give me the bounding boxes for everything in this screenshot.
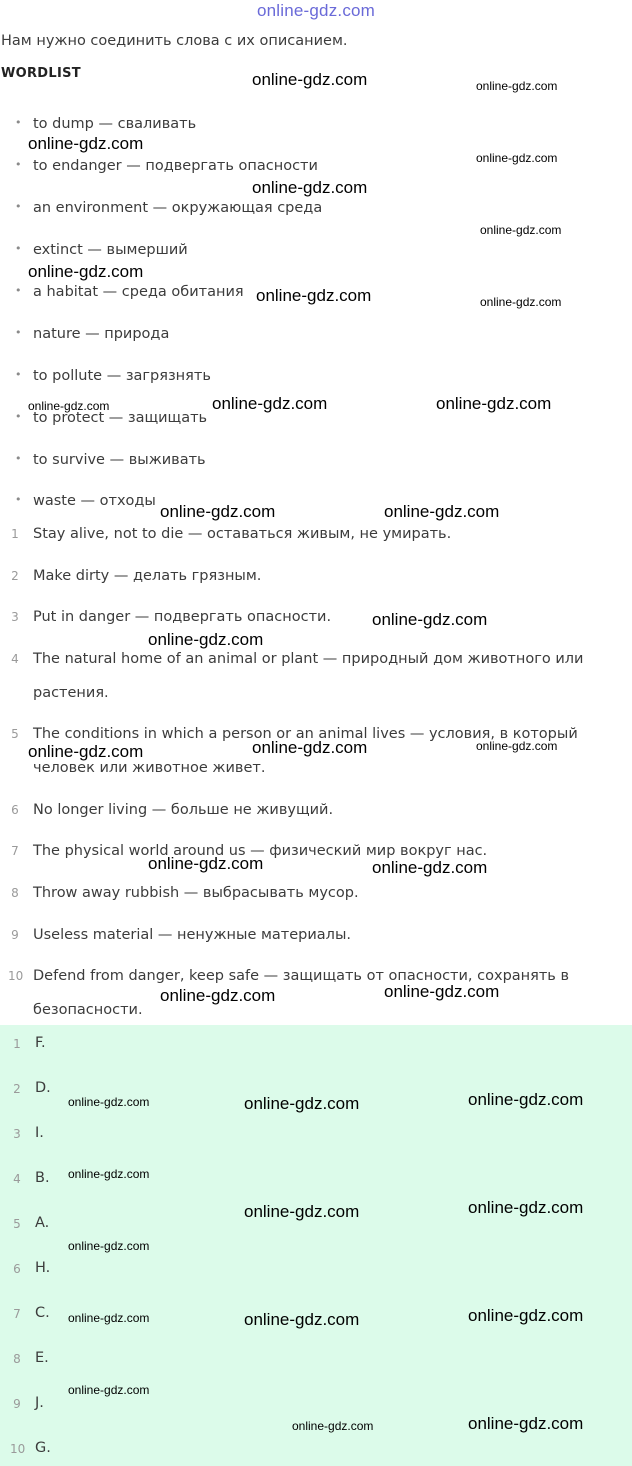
- definition-text: Defend from danger, keep safe — защищать от опасности, сохранять в безопасности.: [33, 968, 570, 1018]
- watermark: online-gdz.com: [160, 502, 276, 521]
- watermark: online-gdz.com: [148, 854, 264, 873]
- watermark: online-gdz.com: [28, 399, 110, 413]
- watermark: online-gdz.com: [468, 1414, 584, 1433]
- wordlist-item-text: an environment — окружающая среда: [33, 200, 323, 216]
- answer-number: 4: [13, 1172, 21, 1186]
- answer-text: E.: [35, 1350, 49, 1366]
- bullet-icon: •: [15, 368, 22, 381]
- wordlist-item: [15, 326, 169, 342]
- wordlist-item: [15, 493, 156, 509]
- definition-number: 8: [11, 886, 19, 900]
- definition-text: Stay alive, not to die — оставаться живым, не умирать.: [33, 526, 452, 542]
- definition-number: 3: [11, 610, 19, 624]
- watermark: online-gdz.com: [372, 610, 488, 629]
- definition-text: Throw away rubbish — выбрасывать мусор.: [33, 885, 359, 901]
- watermark: online-gdz.com: [476, 151, 558, 165]
- bullet-icon: •: [15, 116, 22, 129]
- definition-text: The natural home of an animal or plant — природный дом животного или растения.: [33, 651, 584, 701]
- watermark: online-gdz.com: [468, 1306, 584, 1325]
- bullet-icon: •: [15, 493, 22, 506]
- wordlist-item: [15, 368, 211, 384]
- watermark: online-gdz.com: [468, 1198, 584, 1217]
- definition-text: Useless material — ненужные материалы.: [33, 927, 352, 943]
- answer-number: 9: [13, 1397, 21, 1411]
- definition-number: 7: [11, 844, 19, 858]
- wordlist-item-text: to survive — выживать: [33, 452, 206, 468]
- definition-number: 1: [11, 527, 19, 541]
- watermark: online-gdz.com: [148, 630, 264, 649]
- wordlist-title: WORDLIST: [1, 66, 81, 81]
- wordlist-item-text: to pollute — загрязнять: [33, 368, 211, 384]
- watermark: online-gdz.com: [436, 394, 552, 413]
- answer-text: H.: [35, 1260, 51, 1276]
- answer-text: F.: [35, 1035, 46, 1051]
- answer-text: B.: [35, 1170, 50, 1186]
- watermark: online-gdz.com: [476, 739, 558, 753]
- watermark: online-gdz.com: [372, 858, 488, 877]
- wordlist-item-text: to protect — защищать: [33, 410, 208, 426]
- wordlist-item: [15, 452, 206, 468]
- watermark: online-gdz.com: [256, 286, 372, 305]
- watermark: online-gdz.com: [480, 295, 562, 309]
- answer-number: 7: [13, 1307, 21, 1321]
- watermark: online-gdz.com: [28, 742, 144, 761]
- definition-text: Put in danger — подвергать опасности.: [33, 609, 332, 625]
- answer-text: G.: [35, 1440, 51, 1456]
- wordlist-item: [15, 284, 244, 300]
- answer-number: 8: [13, 1352, 21, 1366]
- bullet-icon: •: [15, 326, 22, 339]
- answer-text: A.: [35, 1215, 50, 1231]
- watermark: online-gdz.com: [244, 1094, 360, 1113]
- watermark: online-gdz.com: [212, 394, 328, 413]
- bullet-icon: •: [15, 158, 22, 171]
- wordlist-item-text: waste — отходы: [33, 493, 156, 509]
- watermark: online-gdz.com: [68, 1311, 150, 1325]
- watermark: online-gdz.com: [384, 502, 500, 521]
- watermark: online-gdz.com: [292, 1419, 374, 1433]
- watermark: online-gdz.com: [244, 1310, 360, 1329]
- answer-number: 6: [13, 1262, 21, 1276]
- answer-text: I.: [35, 1125, 44, 1141]
- answer-number: 10: [10, 1442, 26, 1456]
- watermark: online-gdz.com: [244, 1202, 360, 1221]
- wordlist-item-text: a habitat — среда обитания: [33, 284, 244, 300]
- definition-number: 9: [11, 928, 19, 942]
- wordlist-item-text: to endanger — подвергать опасности: [33, 158, 318, 174]
- definition-number: 2: [11, 569, 19, 583]
- definition-number: 6: [11, 803, 19, 817]
- definition-text: The physical world around us — физический мир вокруг нас.: [33, 843, 488, 859]
- watermark: online-gdz.com: [68, 1167, 150, 1181]
- bullet-icon: •: [15, 452, 22, 465]
- answer-number: 1: [13, 1037, 21, 1051]
- definition-text: Make dirty — делать грязным.: [33, 568, 262, 584]
- wordlist-item: [15, 116, 196, 132]
- bullet-icon: •: [15, 200, 22, 213]
- definition-number: 4: [11, 652, 19, 666]
- site-watermark-header: online-gdz.com: [256, 1, 376, 20]
- answer-text: C.: [35, 1305, 50, 1321]
- answer-text: J.: [35, 1395, 44, 1411]
- watermark: online-gdz.com: [252, 70, 368, 89]
- watermark: online-gdz.com: [480, 223, 562, 237]
- watermark: online-gdz.com: [68, 1095, 150, 1109]
- bullet-icon: •: [15, 284, 22, 297]
- definition-number: 10: [8, 969, 24, 983]
- watermark: online-gdz.com: [252, 178, 368, 197]
- watermark: online-gdz.com: [476, 79, 558, 93]
- answer-number: 3: [13, 1127, 21, 1141]
- wordlist-item-text: extinct — вымерший: [33, 242, 188, 258]
- bullet-icon: •: [15, 242, 22, 255]
- definition-text: The conditions in which a person or an animal lives — условия, в который человек или животное живет.: [33, 726, 578, 776]
- wordlist-item: [15, 158, 318, 174]
- definition-number: 5: [11, 727, 19, 741]
- wordlist-item-text: to dump — сваливать: [33, 116, 197, 132]
- watermark: online-gdz.com: [68, 1239, 150, 1253]
- answer-text: D.: [35, 1080, 51, 1096]
- task-intro: Нам нужно соединить слова с их описанием.: [1, 33, 348, 49]
- watermark: online-gdz.com: [68, 1383, 150, 1397]
- watermark: online-gdz.com: [160, 986, 276, 1005]
- wordlist-item-text: nature — природа: [33, 326, 170, 342]
- definition-text: No longer living — больше не живущий.: [33, 802, 334, 818]
- watermark: online-gdz.com: [28, 262, 144, 281]
- wordlist-item: [15, 200, 322, 216]
- watermark: online-gdz.com: [468, 1090, 584, 1109]
- bullet-icon: •: [15, 410, 22, 423]
- answer-number: 2: [13, 1082, 21, 1096]
- answer-number: 5: [13, 1217, 21, 1231]
- watermark: online-gdz.com: [28, 134, 144, 153]
- watermark: online-gdz.com: [252, 738, 368, 757]
- wordlist-item: [15, 242, 188, 258]
- watermark: online-gdz.com: [384, 982, 500, 1001]
